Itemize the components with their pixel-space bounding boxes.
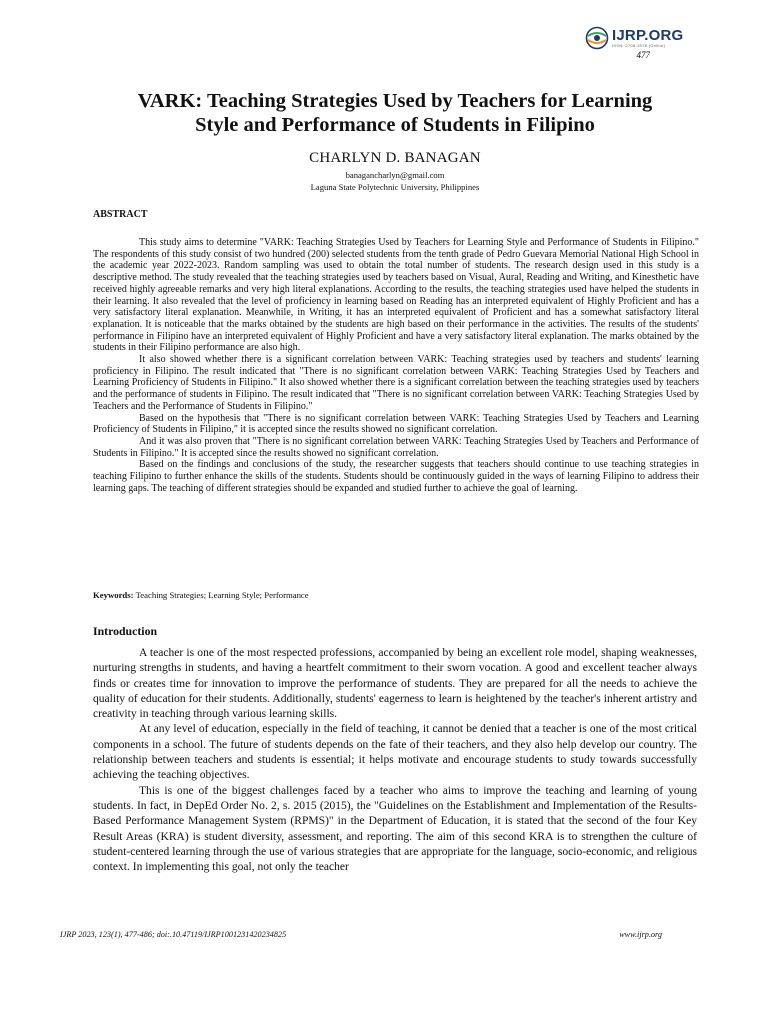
title-line: Style and Performance of Students in Filipino [195,114,595,136]
footer-citation: IJRP 2023, 123(1), 477-486; doi:.10.47119/IJRP1001231420234825 [60,930,287,939]
title-line: VARK: Teaching Strategies Used by Teachers for Learning [137,90,653,112]
introduction-paragraph: This is one of the biggest challenges faced by a teacher who aims to improve the teaching and learning of young students. In fact, in DepEd Order No. 2, s. 2015 (2015), the "Guidelines on the Establishment and Implementation of the Results-Based Performance Management System (RPMS)" in the Department of Education, it is stated that the second of the four Key Result Areas (KRA) is student diversity, assessment, and reporting. The aim of this second KRA is to strengthen the culture of student-centered learning through the use of various strategies that are appropriate for the language, socio-economic, and religious context. In implementing this goal, not only the teacher [93,784,697,874]
footer-website[interactable]: www.ijrp.org [619,930,662,939]
page-number: 477 [636,50,650,60]
abstract-heading: ABSTRACT [93,209,148,220]
introduction-paragraph: A teacher is one of the most respected professions, accompanied by being an excellent role model, shaping weaknesses, nurturing strengths in students, and having a heartfelt commitment to their sworn vocation. A good and excellent teacher always finds or creates time for innovation to improve the performance of students. They are prepared for all the needs to achieve the quality of education for their students. Additionally, students' eagerness to learn is heightened by the teacher's inherent artistry and creativity in teaching through various learning skills. [93,647,697,721]
introduction-heading: Introduction [93,624,158,638]
introduction-body [93,646,697,875]
abstract-paragraph: Based on the hypothesis that "There is no significant correlation between VARK: Teaching Strategies Used by Teachers and Learning Proficiency of Students in Filipino," it is accepted since the results showed no significant correlation. [93,412,699,436]
keywords-text: Teaching Strategies; Learning Style; Performance [135,590,309,600]
author-affiliation: Laguna State Polytechnic University, Philippines [310,182,480,192]
journal-logo [585,26,683,50]
keywords-label: Keywords: [93,590,134,600]
keywords [93,590,309,600]
globe-icon [585,26,609,50]
introduction-paragraph: At any level of education, especially in the field of teaching, it cannot be denied that a teacher is one of the most critical components in a school. The future of students depends on the fate of their teachers, and they also help develop our country. The relationship between teachers and students is essential; it helps motivate and encourage students to study towards successfully achieving the teaching objectives. [93,723,697,782]
abstract-body [93,237,699,494]
abstract-paragraph: Based on the findings and conclusions of the study, the researcher suggests that teachers should continue to use teaching strategies in teaching Filipino to further enhance the skills of the students. Students should be continuously guided in the ways of learning Filipino to address their learning gaps. The teaching of different strategies should be expanded and studied further to achieve the goal of learning. [93,459,699,494]
author-email: banagancharlyn@gmail.com [345,170,445,180]
paper-title [80,89,710,137]
logo-name: IJRP.ORG [612,27,684,44]
abstract-paragraph: It also showed whether there is a significant correlation between VARK: Teaching strategies used by teachers and students' learning proficiency in Filipino. The result indicated that "There is no significant correlation between VARK: Teaching Strategies Used by Teachers and Learning Proficiency of Students in Filipino." It also showed whether there is a significant correlation between the teaching strategies used by teachers and the performance of students in Filipino. The result indicated that "There is no significant correlation between VARK: Teaching Strategies Used by Teachers and the Performance of Students in Filipino." [93,354,699,412]
logo-tagline: ISSN: 2708-3578 (Online) [612,43,666,48]
author-name: CHARLYN D. BANAGAN [309,150,481,166]
abstract-paragraph: This study aims to determine "VARK: Teaching Strategies Used by Teachers for Learning Style and Performance of Students in Filipino." The respondents of this study consist of two hundred (200) selected students from the tenth grade of Pedro Guevara Memorial National High School in the academic year 2022-2023. Random sampling was used to obtain the total number of students. The research design used in this study is a descriptive method. The study revealed that the teaching strategies used by teachers based on Visual, Aural, Reading and Writing, and Kinesthetic have received highly agreeable remarks and very high literal explanations. According to the results, the teaching strategies used have helped the students in their learning. It also revealed that the level of proficiency in learning based on Reading has an interpreted equivalent of Highly Proficient and has a very satisfactory literal explanation. Meanwhile, in Writing, it has an interpreted equivalent of Proficient and has a somewhat satisfactory literal explanation. It is noticeable that the marks obtained by the students are high based on their performance in the activities. The results of the students' performance in Filipino have an interpreted equivalent of Highly Proficient and have a very satisfactory literal explanation. The marks obtained by the students in their Filipino performance are also high. [93,237,699,354]
abstract-paragraph: And it was also proven that "There is no significant correlation between VARK: Teaching Strategies Used by Teachers and Performance of Students in Filipino." It is accepted since the results showed no significant correlation. [93,435,699,459]
